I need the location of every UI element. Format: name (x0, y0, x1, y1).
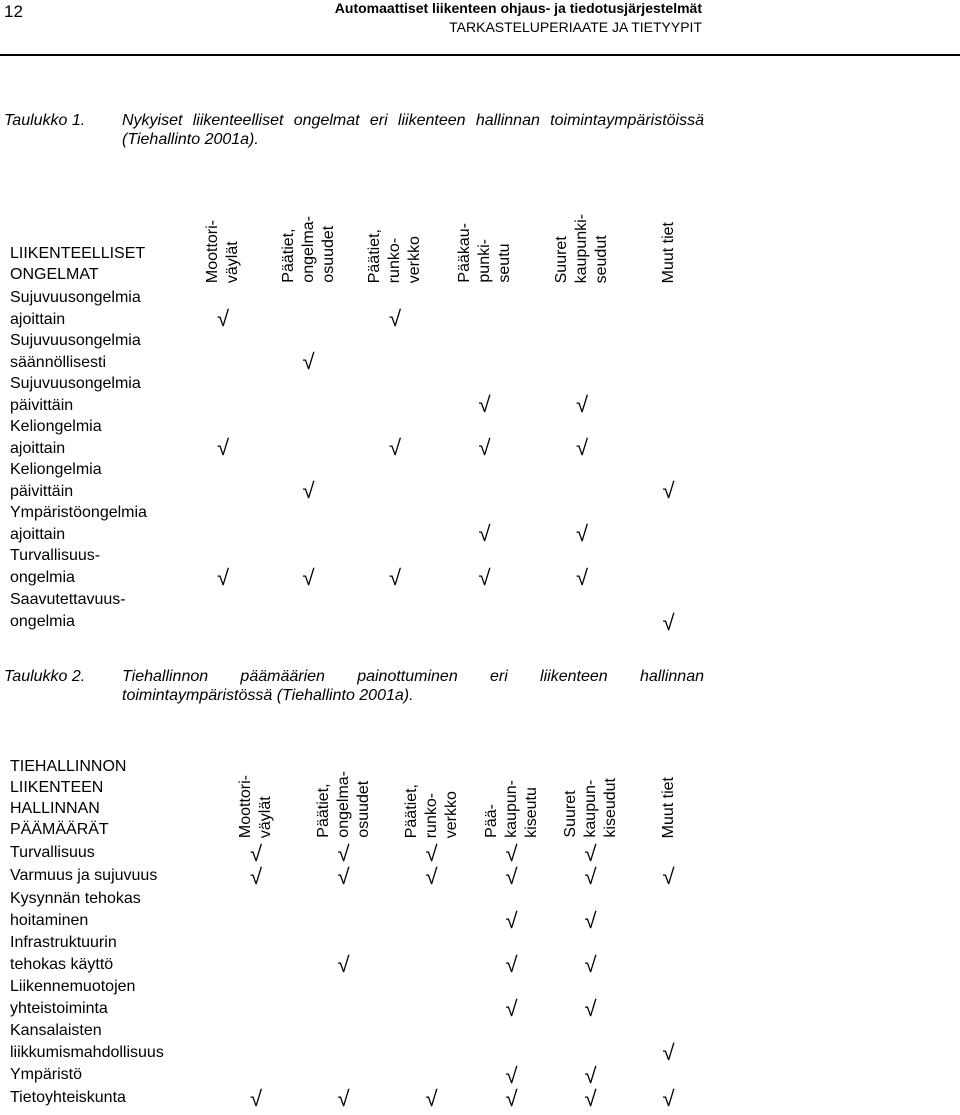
check-mark-icon: √ (584, 1063, 597, 1088)
table-row (4, 287, 705, 330)
check-mark-icon: √ (302, 565, 315, 590)
table2-column-label: Päätiet, ongelma- osuudet (314, 771, 372, 838)
table2 (4, 735, 705, 1110)
check-mark-cell (182, 287, 264, 330)
check-mark-cell (532, 502, 632, 545)
table-row (4, 373, 705, 416)
check-mark-cell (474, 842, 549, 865)
check-mark-cell (437, 545, 532, 589)
check-mark-cell (389, 842, 474, 865)
table1-caption-label: Taulukko 1. (4, 112, 86, 129)
check-mark-cell (632, 1020, 705, 1064)
table1-column-label: Moottori- väylät (204, 219, 241, 283)
check-mark-cell (474, 1064, 549, 1087)
check-mark-cell (632, 976, 705, 1020)
check-mark-cell (214, 1064, 298, 1087)
check-mark-icon: √ (337, 1086, 350, 1111)
table-row (4, 589, 705, 634)
table-row (4, 545, 705, 589)
table1-column-header (532, 178, 632, 287)
table2-column-header (474, 735, 549, 842)
check-mark-cell (214, 1087, 298, 1110)
check-mark-icon: √ (302, 349, 315, 374)
check-mark-cell (298, 932, 389, 976)
check-mark-icon: √ (425, 864, 438, 889)
check-mark-cell (182, 330, 264, 373)
check-mark-icon: √ (662, 1086, 675, 1111)
check-mark-cell (549, 976, 632, 1020)
table2-column-label: Päätiet, runko- verkko (402, 783, 460, 838)
check-mark-icon: √ (584, 952, 597, 977)
check-mark-cell (632, 1087, 705, 1110)
table-row (4, 842, 705, 865)
table1-header-label: LIIKENTEELLISET ONGELMAT (10, 245, 146, 283)
check-mark-cell (264, 373, 353, 416)
table1-row-label: Sujuvuusongelmia ajoittain (10, 289, 141, 328)
table2-column-header (549, 735, 632, 842)
check-mark-cell (532, 287, 632, 330)
check-mark-cell (264, 459, 353, 502)
check-mark-cell (298, 976, 389, 1020)
check-mark-cell (632, 373, 705, 416)
table2-row-label: Infrastruktuurin tehokas käyttö (10, 934, 117, 973)
check-mark-cell (549, 1064, 632, 1087)
check-mark-cell (298, 1064, 389, 1087)
check-mark-icon: √ (505, 952, 518, 977)
check-mark-cell (214, 842, 298, 865)
check-mark-cell (353, 330, 437, 373)
check-mark-cell (182, 589, 264, 634)
check-mark-icon: √ (249, 864, 263, 889)
check-mark-icon: √ (425, 841, 438, 866)
table2-column-label: Suuret kaupun- kiseudut (561, 778, 619, 838)
check-mark-cell (632, 842, 705, 865)
check-mark-cell (532, 459, 632, 502)
table2-column-label: Pää- kaupun- kiseutu (482, 780, 540, 838)
check-mark-cell (264, 416, 353, 459)
check-mark-cell (532, 545, 632, 589)
check-mark-cell (353, 589, 437, 634)
page-number: 12 (4, 2, 23, 21)
table1-row-label: Sujuvuusongelmia päivittäin (10, 375, 141, 414)
check-mark-cell (437, 589, 532, 634)
table2-column-header (632, 735, 705, 842)
check-mark-icon: √ (505, 1086, 518, 1111)
table1-row-label: Keliongelmia ajoittain (10, 418, 102, 457)
check-mark-cell (353, 502, 437, 545)
table1-column-label: Pääkau- punki- seutu (455, 223, 513, 283)
check-mark-cell (532, 330, 632, 373)
table1-caption (4, 111, 704, 151)
check-mark-icon: √ (662, 1040, 675, 1065)
check-mark-icon: √ (662, 478, 675, 503)
table2-column-label: Muut tiet (659, 776, 677, 838)
check-mark-cell (353, 416, 437, 459)
check-mark-cell (182, 373, 264, 416)
table-row (4, 976, 705, 1020)
check-mark-cell (389, 976, 474, 1020)
check-mark-icon: √ (584, 841, 597, 866)
table-row (4, 888, 705, 932)
check-mark-icon: √ (584, 864, 597, 889)
check-mark-icon: √ (388, 435, 402, 460)
check-mark-cell (389, 1087, 474, 1110)
check-mark-cell (264, 545, 353, 589)
table2-row-label: Tietoyhteiskunta (10, 1089, 126, 1106)
check-mark-cell (214, 976, 298, 1020)
table2-row-label: Liikennemuotojen yhteistoiminta (10, 978, 136, 1017)
check-mark-cell (214, 932, 298, 976)
table1-column-header (182, 178, 264, 287)
table2-column-label: Moottori- väylät (237, 774, 274, 838)
table-row (4, 865, 705, 888)
check-mark-icon: √ (478, 435, 491, 460)
check-mark-icon: √ (425, 1086, 438, 1111)
table2-column-header (298, 735, 389, 842)
check-mark-icon: √ (575, 392, 589, 417)
table1-row-label: Sujuvuusongelmia säännöllisesti (10, 332, 141, 371)
table-row (4, 502, 705, 545)
check-mark-cell (389, 1064, 474, 1087)
table-row (4, 330, 705, 373)
check-mark-icon: √ (337, 841, 350, 866)
check-mark-cell (632, 1064, 705, 1087)
check-mark-cell (632, 459, 705, 502)
table1-row-label: Turvallisuus- ongelmia (10, 547, 101, 586)
check-mark-cell (632, 502, 705, 545)
table1-column-label: Päätiet, ongelma- osuudet (279, 216, 337, 283)
check-mark-cell (474, 976, 549, 1020)
check-mark-cell (182, 416, 264, 459)
check-mark-cell (474, 888, 549, 932)
table-row (4, 1020, 705, 1064)
table2-caption-text: Tiehallinnon päämäärien painottuminen eri liikenteen hallinnan toimintaympäristössä (Tiehallinto 2001a). (122, 668, 704, 704)
table-row (4, 932, 705, 976)
table-row (4, 416, 705, 459)
check-mark-cell (549, 932, 632, 976)
table1-column-header (632, 178, 705, 287)
table-row (4, 1064, 705, 1087)
check-mark-cell (353, 459, 437, 502)
table-row (4, 1087, 705, 1110)
check-mark-cell (474, 865, 549, 888)
check-mark-icon: √ (216, 306, 230, 331)
check-mark-cell (632, 416, 705, 459)
check-mark-cell (632, 932, 705, 976)
table2-row-label: Ympäristö (10, 1066, 83, 1083)
check-mark-cell (214, 888, 298, 932)
check-mark-cell (632, 330, 705, 373)
check-mark-cell (182, 459, 264, 502)
check-mark-cell (474, 1087, 549, 1110)
check-mark-icon: √ (584, 996, 597, 1021)
check-mark-icon: √ (337, 864, 350, 889)
table1-column-label: Suuret kaupunki- seudut (553, 213, 610, 283)
check-mark-cell (437, 287, 532, 330)
table2-column-header (389, 735, 474, 842)
check-mark-icon: √ (575, 521, 589, 546)
check-mark-cell (632, 589, 705, 634)
check-mark-cell (182, 502, 264, 545)
table1-row-label: Keliongelmia päivittäin (10, 461, 102, 500)
table-row (4, 459, 705, 502)
check-mark-cell (214, 865, 298, 888)
check-mark-icon: √ (575, 435, 589, 460)
table1-row-label: Ympäristöongelmia ajoittain (10, 504, 147, 543)
check-mark-icon: √ (505, 908, 518, 933)
check-mark-icon: √ (505, 1063, 518, 1088)
check-mark-cell (437, 373, 532, 416)
check-mark-cell (182, 545, 264, 589)
check-mark-icon: √ (337, 952, 350, 977)
check-mark-cell (632, 287, 705, 330)
check-mark-cell (298, 865, 389, 888)
check-mark-cell (437, 502, 532, 545)
check-mark-icon: √ (216, 435, 230, 460)
check-mark-cell (353, 287, 437, 330)
check-mark-cell (632, 545, 705, 589)
check-mark-cell (632, 865, 705, 888)
check-mark-icon: √ (505, 841, 518, 866)
table1-column-header (437, 178, 532, 287)
check-mark-cell (549, 888, 632, 932)
table1-column-label: Muut tiet (659, 221, 677, 283)
table2-caption-label: Taulukko 2. (4, 668, 86, 685)
check-mark-cell (549, 842, 632, 865)
check-mark-cell (353, 373, 437, 416)
check-mark-cell (549, 865, 632, 888)
table2-row-label: Kansalaisten liikkumismahdollisuus (10, 1022, 164, 1061)
check-mark-icon: √ (249, 1086, 263, 1111)
table2-row-label: Varmuus ja sujuvuus (10, 867, 158, 884)
check-mark-cell (264, 330, 353, 373)
table1 (4, 178, 705, 634)
check-mark-cell (437, 416, 532, 459)
check-mark-icon: √ (249, 841, 263, 866)
check-mark-cell (298, 1087, 389, 1110)
header-rule (0, 54, 960, 56)
check-mark-icon: √ (662, 610, 675, 635)
check-mark-icon: √ (478, 565, 491, 590)
check-mark-icon: √ (388, 306, 402, 331)
table2-row-label: Kysynnän tehokas hoitaminen (10, 890, 141, 929)
check-mark-cell (264, 502, 353, 545)
table2-row-label: Turvallisuus (10, 844, 95, 861)
check-mark-cell (532, 373, 632, 416)
check-mark-cell (298, 842, 389, 865)
check-mark-icon: √ (216, 565, 230, 590)
check-mark-cell (264, 589, 353, 634)
check-mark-cell (532, 416, 632, 459)
check-mark-cell (264, 287, 353, 330)
check-mark-cell (437, 330, 532, 373)
check-mark-icon: √ (478, 392, 491, 417)
check-mark-icon: √ (302, 478, 315, 503)
check-mark-cell (389, 1020, 474, 1064)
table2-column-header (214, 735, 298, 842)
table1-column-header (353, 178, 437, 287)
check-mark-cell (474, 1020, 549, 1064)
table1-column-label: Päätiet, runko- verkko (366, 228, 423, 283)
check-mark-icon: √ (505, 996, 518, 1021)
check-mark-cell (474, 932, 549, 976)
header-subtitle: TARKASTELUPERIAATE JA TIETYYPIT (449, 19, 702, 35)
table1-caption-text: Nykyiset liikenteelliset ongelmat eri liikenteen hallinnan toimintaympäristöissä (Tiehallinto 2001a). (122, 112, 704, 148)
table2-header-label: TIEHALLINNON LIIKENTEEN HALLINNAN PÄÄMÄÄRÄT (10, 758, 127, 838)
table2-caption (4, 667, 704, 707)
check-mark-cell (549, 1020, 632, 1064)
check-mark-cell (389, 865, 474, 888)
header-title: Automaattiset liikenteen ohjaus- ja tiedotusjärjestelmät (334, 0, 702, 16)
check-mark-icon: √ (505, 864, 518, 889)
check-mark-icon: √ (584, 908, 597, 933)
check-mark-cell (549, 1087, 632, 1110)
table1-column-header (264, 178, 353, 287)
check-mark-icon: √ (662, 864, 675, 889)
check-mark-icon: √ (388, 565, 402, 590)
check-mark-cell (353, 545, 437, 589)
check-mark-cell (532, 589, 632, 634)
check-mark-cell (632, 888, 705, 932)
check-mark-cell (214, 1020, 298, 1064)
check-mark-cell (389, 932, 474, 976)
check-mark-cell (437, 459, 532, 502)
check-mark-icon: √ (575, 565, 589, 590)
check-mark-cell (389, 888, 474, 932)
check-mark-cell (298, 888, 389, 932)
check-mark-icon: √ (584, 1086, 597, 1111)
check-mark-icon: √ (478, 521, 491, 546)
table1-row-label: Saavutettavuus- ongelmia (10, 591, 126, 630)
check-mark-cell (298, 1020, 389, 1064)
